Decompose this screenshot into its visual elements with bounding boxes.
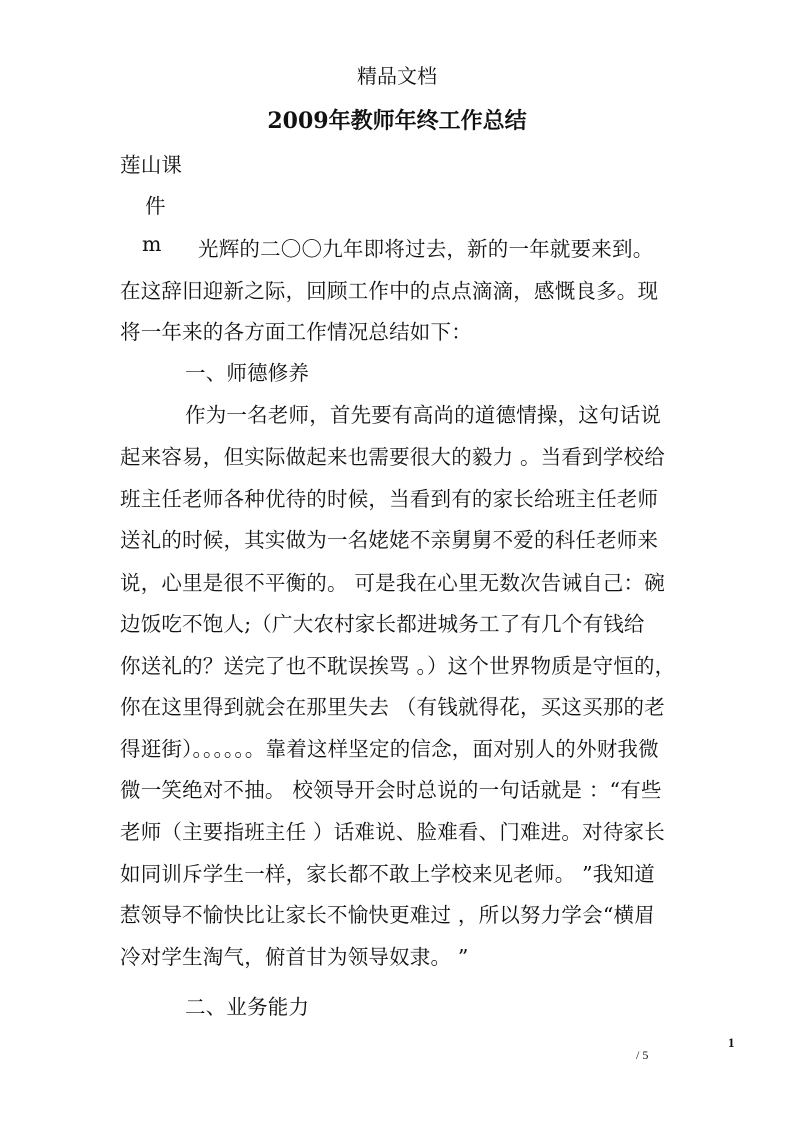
body-line: 冷对学生淘气，俯首甘为领导奴隶。 ” bbox=[120, 945, 469, 969]
section-heading-2: 二、业务能力 bbox=[185, 995, 310, 1019]
page-number: 1 bbox=[728, 1035, 735, 1050]
body-line: 说，心里是很不平衡的。 可是我在心里无数次告诫自己：碗 bbox=[120, 571, 665, 595]
body-line: 光辉的二〇〇九年即将过去，新的一年就要来到。 bbox=[198, 237, 654, 261]
page-total: / 5 bbox=[636, 1048, 649, 1062]
body-line: 班主任老师各种优待的时候，当看到有的家长给班主任老师 bbox=[120, 487, 659, 511]
body-line: 作为一名老师，首先要有高尚的道德情操，这句话说 bbox=[185, 403, 662, 427]
document-title: 2009年教师年终工作总结 bbox=[267, 108, 527, 134]
section-heading-1: 一、师德修养 bbox=[185, 361, 310, 385]
body-line: 得逛街）。。。。。。靠着这样坚定的信念，面对别人的外财我微 bbox=[120, 737, 659, 761]
body-line: 送礼的时候，其实做为一名姥姥不亲舅舅不爱的科任老师来 bbox=[120, 528, 659, 552]
author-line-2: 件 bbox=[145, 194, 166, 218]
intro-marker: m bbox=[142, 232, 162, 256]
body-line: 起来容易，但实际做起来也需要很大的毅力 。当看到学校给 bbox=[120, 445, 665, 469]
body-line: 在这辞旧迎新之际，回顾工作中的点点滴滴，感慨良多。现 bbox=[120, 279, 659, 303]
body-line: 老师（主要指班主任 ）话难说、脸难看、门难进。对待家长 bbox=[120, 820, 665, 844]
document-header: 精品文档 bbox=[357, 64, 437, 88]
body-line: 微一笑绝对不抽。 校领导开会时总说的一句话就是 ：“有些 bbox=[120, 778, 662, 802]
body-line: 边饭吃不饱人;（广大农村家长都进城务工了有几个有钱给 bbox=[120, 612, 645, 636]
body-line: 惹领导不愉快比让家长不愉快更难过 ，所以努力学会“横眉 bbox=[120, 903, 655, 927]
body-line: 你送礼的？送完了也不耽误挨骂 。）这个世界物质是守恒的， bbox=[120, 654, 676, 678]
body-line: 将一年来的各方面工作情况总结如下： bbox=[120, 320, 472, 344]
body-line: 如同训斥学生一样，家长都不敢上学校来见老师。 ”我知道 bbox=[120, 862, 655, 886]
author-line-1: 莲山课 bbox=[120, 153, 183, 177]
body-line: 你在这里得到就会在那里失去 （有钱就得花，买这买那的老 bbox=[120, 695, 665, 719]
